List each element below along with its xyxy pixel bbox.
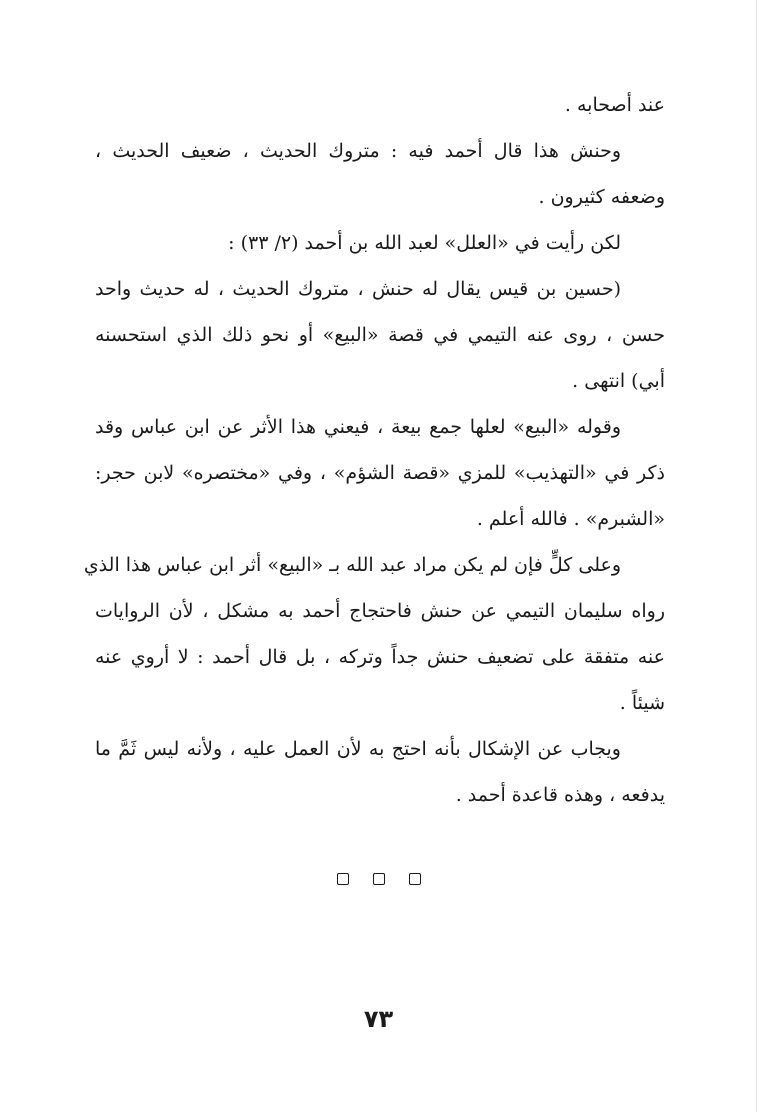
text-line: وقوله «البيع» لعلها جمع بيعة ، فيعني هذا الأثر عن ابن عباس وقد	[95, 416, 621, 438]
square-ornament-icon	[373, 873, 385, 885]
text-line: شيئاً .	[619, 692, 665, 714]
square-ornament-icon	[409, 873, 421, 885]
text-line: (حسين بن قيس يقال له حنش ، متروك الحديث ، له حديث واحد	[95, 278, 621, 300]
paragraph	[95, 128, 665, 220]
body-text	[83, 82, 665, 818]
text-line: وحنش هذا قال أحمد فيه : متروك الحديث ، ضعيف الحديث ،	[95, 140, 621, 162]
paragraph	[95, 266, 665, 404]
text-line: «الشبرم» . فالله أعلم .	[476, 508, 665, 530]
text-line: وعلى كلٍّ فإن لم يكن مراد عبد الله بـ «البيع» أثر ابن عباس هذا الذي	[83, 554, 621, 576]
text-line: وضعفه كثيرون .	[538, 186, 665, 208]
text-line: لكن رأيت في «العلل» لعبد الله بن أحمد (٢/ ٣٣) :	[228, 232, 621, 254]
page-number: ٧٣	[363, 1005, 394, 1033]
text-line: يدفعه ، وهذه قاعدة أحمد .	[455, 784, 665, 806]
paragraph	[95, 220, 665, 266]
text-line: ويجاب عن الإشكال بأنه احتج به لأن العمل عليه ، ولأنه ليس ثَمَّ ما	[95, 738, 621, 760]
paragraph	[95, 726, 665, 818]
text-line: حسن ، روى عنه التيمي في قصة «البيع» أو نحو ذلك الذي استحسنه	[95, 324, 665, 346]
text-line: رواه سليمان التيمي عن حنش فاحتجاج أحمد به مشكل ، لأن الروايات	[95, 600, 665, 622]
paragraph	[95, 404, 665, 542]
text-line: أبي) انتهى .	[572, 370, 665, 392]
text-line: عنه متفقة على تضعيف حنش جداً وتركه ، بل قال أحمد : لا أروي عنه	[95, 646, 665, 668]
square-ornament-icon	[337, 873, 349, 885]
paragraph	[95, 82, 665, 128]
text-line: عند أصحابه .	[564, 94, 665, 116]
text-line: ذكر في «التهذيب» للمزي «قصة الشؤم» ، وفي «مختصره» لابن حجر:	[95, 462, 665, 484]
section-separator	[0, 868, 757, 887]
paragraph	[83, 542, 665, 726]
